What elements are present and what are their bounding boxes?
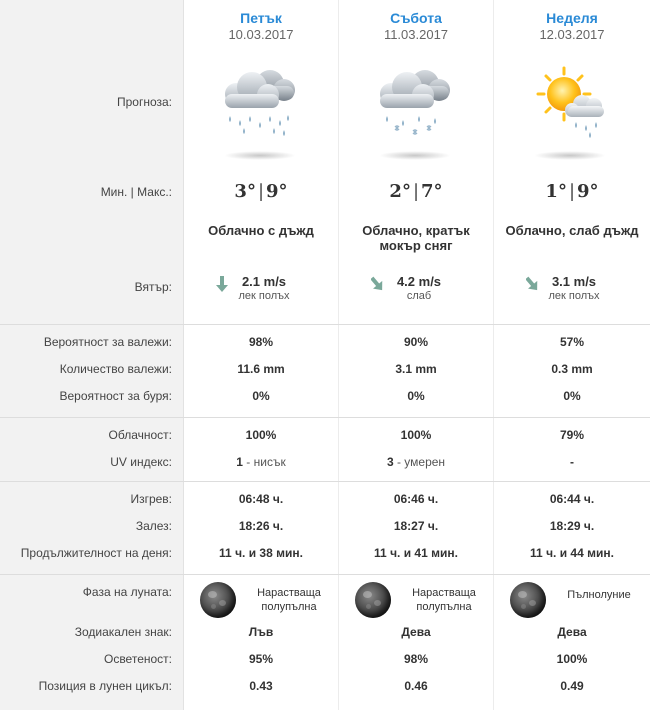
sunset-value: 18:29 ч. [549,519,595,533]
label-lunar-position: Позиция в лунен цикъл: [38,679,172,693]
uv-value: 1 [236,455,243,469]
day-name: Неделя [546,10,598,26]
uv-value: - [570,455,574,469]
label-sunset: Залез: [135,519,172,533]
precip-amount-value: 0.3 mm [551,362,593,376]
temp-separator: | [568,181,576,202]
storm-prob-value: 0% [563,389,581,403]
day-length-value: 11 ч. и 38 мин. [219,546,303,560]
temp-min: 3° [234,181,256,202]
wind-description: слаб [406,290,432,302]
icon-shadow [224,151,296,160]
section-divider [0,324,650,325]
temp-min: 1° [545,181,567,202]
weather-description: Облачно, кратък мокър сняг [362,223,470,253]
day-date: 10.03.2017 [228,27,294,42]
moon-icon [200,582,236,618]
label-wind: Вятър: [134,280,172,294]
cloudiness-value: 79% [559,428,585,442]
day-length-value: 11 ч. и 41 мин. [374,546,458,560]
uv-description: - умерен [393,455,446,469]
day-date: 11.03.2017 [383,27,449,42]
cloud-rain-icon [214,62,304,142]
cloudiness-value: 100% [400,428,432,442]
precip-prob-value: 90% [403,335,429,349]
labels-column [0,0,184,710]
sunset-value: 18:27 ч. [393,519,439,533]
precip-prob-value: 98% [248,335,274,349]
storm-prob-value: 0% [407,389,425,403]
moon-phase-value: Нарастваща полупълна [257,587,321,613]
section-divider [0,481,650,482]
day-length-value: 11 ч. и 44 мин. [530,546,614,560]
moon-phase-value: Нарастваща полупълна [412,587,476,613]
sunrise-value: 06:44 ч. [549,492,595,506]
lunar-position-value: 0.43 [249,679,273,693]
label-day-length: Продължителност на деня: [20,546,172,560]
zodiac-value: Дева [557,625,587,639]
illumination-value: 98% [403,652,429,666]
precip-prob-value: 57% [559,335,585,349]
temp-min: 2° [389,181,411,202]
label-precip-amount: Количество валежи: [59,362,172,376]
icon-shadow [379,151,451,160]
day-name: Събота [390,10,442,26]
label-uv: UV индекс: [110,455,172,469]
label-sunrise: Изгрев: [130,492,172,506]
wind-speed: 3.1 m/s [551,274,597,289]
label-precip-prob: Вероятност за валежи: [43,335,172,349]
wind-description: лек полъх [238,290,290,302]
wind-speed: 4.2 m/s [396,274,442,289]
label-zodiac: Зодиакален знак: [74,625,172,639]
day-date: 12.03.2017 [539,27,605,42]
storm-prob-value: 0% [252,389,270,403]
temp-max: 7° [421,181,443,202]
precip-amount-value: 3.1 mm [395,362,437,376]
uv-description: - нисък [242,455,286,469]
sunset-value: 18:26 ч. [238,519,284,533]
uv-index [494,455,650,469]
uv-index [184,455,338,469]
zodiac-value: Лъв [248,625,274,639]
weather-description: Облачно, слаб дъжд [505,223,639,238]
day-column-saturday [339,0,494,710]
temperature-min-max [184,181,338,202]
section-divider [0,417,650,418]
lunar-position-value: 0.49 [560,679,584,693]
section-divider [0,574,650,575]
moon-icon [510,582,546,618]
illumination-value: 100% [556,652,588,666]
uv-value: 3 [386,455,394,469]
sunrise-value: 06:46 ч. [393,492,439,506]
moon-phase-value: Пълнолуние [567,589,631,601]
temp-max: 9° [577,181,599,202]
day-name: Петък [240,10,282,26]
temp-separator: | [257,181,265,202]
temperature-min-max [339,181,493,202]
zodiac-value: Дева [401,625,431,639]
temperature-min-max [494,181,650,202]
cloud-sleet-icon [369,62,459,142]
precip-amount-value: 11.6 mm [237,362,285,376]
icon-shadow [534,151,606,160]
wind-speed: 2.1 m/s [241,274,287,289]
day-column-friday [184,0,339,710]
label-moon-phase: Фаза на луната: [82,585,172,599]
label-min-max: Мин. | Макс.: [100,185,172,199]
uv-index [339,455,493,469]
label-cloudiness: Облачност: [108,428,172,442]
sunrise-value: 06:48 ч. [238,492,284,506]
cloudiness-value: 100% [245,428,277,442]
lunar-position-value: 0.46 [404,679,428,693]
sun-cloud-rain-icon [524,62,614,142]
weather-description: Облачно с дъжд [208,223,314,238]
wind-description: лек полъх [548,290,600,302]
moon-icon [355,582,391,618]
label-storm-prob: Вероятност за буря: [59,389,172,403]
illumination-value: 95% [248,652,274,666]
label-illumination: Осветеност: [103,652,172,666]
day-column-sunday [494,0,650,710]
temp-max: 9° [266,181,288,202]
temp-separator: | [412,181,420,202]
label-forecast: Прогноза: [116,95,172,109]
